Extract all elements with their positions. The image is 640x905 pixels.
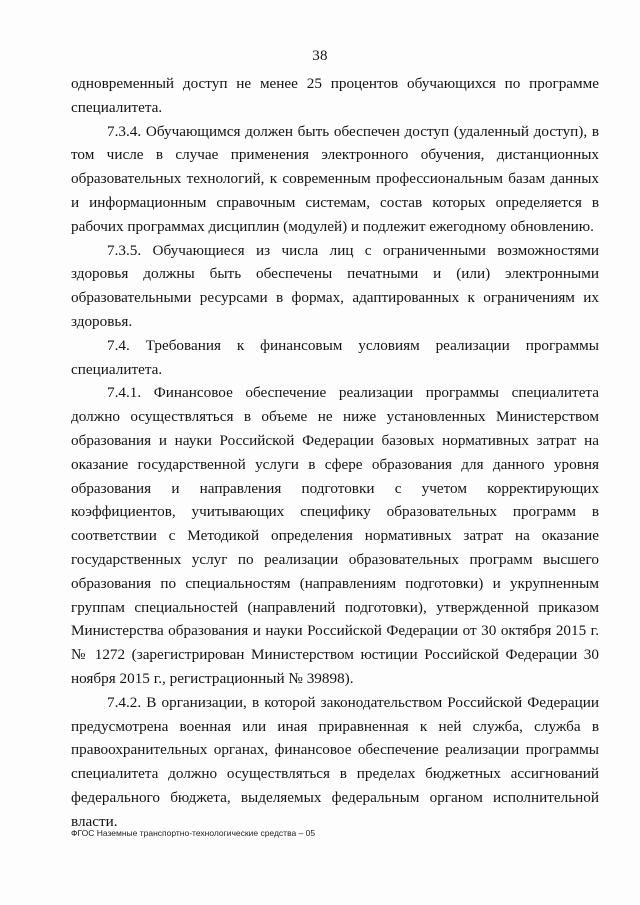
- page-footer: ФГОС Наземные транспортно-технологические средства – 05: [71, 828, 316, 838]
- paragraph-7-4-2: 7.4.2. В организации, в которой законодательством Российской Федерации предусмотрена военная или иная приравненная к ней служба, служба в правоохранительных органах, финансовое обеспечение реализации программы специалитета должно осуществляться в пределах бюджетных ассигнований федерального бюджета, выделяемых федеральным органом исполнительной власти.: [71, 693, 599, 830]
- paragraph-7-4: 7.4. Требования к финансовым условиям реализации программы специалитета.: [71, 336, 599, 378]
- paragraph-7-3-5: 7.3.5. Обучающиеся из числа лиц с ограниченными возможностями здоровья должны быть обеспечены печатными и (или) электронными образовательными ресурсами в формах, адаптированных к ограничениям их здоровья.: [71, 241, 599, 330]
- page-number: 38: [312, 48, 328, 64]
- paragraph-7-4-1: 7.4.1. Финансовое обеспечение реализации программы специалитета должно осуществляться в объеме не ниже установленных Министерством образования и науки Российской Федерации базовых нормативных затрат на оказание государственной услуги в сфере образования для данного уровня образования и направления подготовки с учетом корректирующих коэффициентов, учитывающих специфику образовательных программ в соответствии с Методикой определения нормативных затрат на оказание государственных услуг по реализации образовательных программ высшего образования по специальностям (направлениям подготовки) и укрупненным группам специальностей (направлений подготовки), утвержденной приказом Министерства образования и науки Российской Федерации от 30 октября 2015 г. № 1272 (зарегистрирован Министерством юстиции Российской Федерации 30 ноября 2015 г., регистрационный № 39898).: [71, 384, 599, 687]
- paragraph-7-3-4: 7.3.4. Обучающимся должен быть обеспечен доступ (удаленный доступ), в том числе в случае применения электронного обучения, дистанционных образовательных технологий, к современным профессиональным базам данных и информационным справочным системам, состав которых определяется в рабочих программах дисциплин (модулей) и подлежит ежегодному обновлению.: [71, 122, 599, 235]
- document-body: [71, 72, 599, 834]
- paragraph-continuation: одновременный доступ не менее 25 процентов обучающихся по программе специалитета.: [71, 75, 599, 116]
